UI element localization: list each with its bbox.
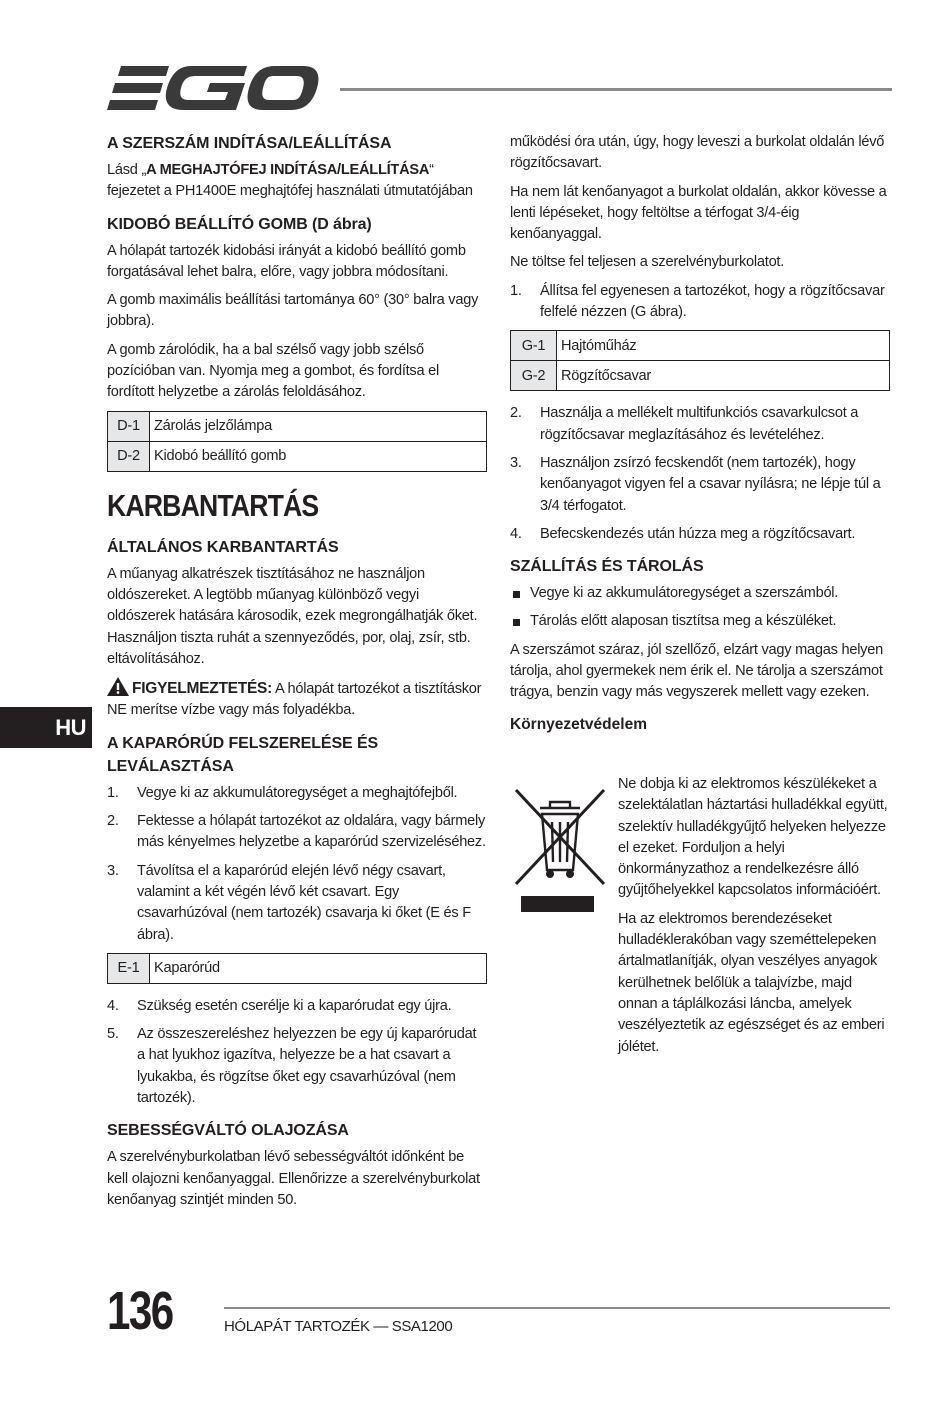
paragraph: Ha az elektromos berendezéseket hulladéklerakóban vagy szeméttelepeken ártalmatlanítják, olyan veszélyes anyagok kerülhetnek belőlük a talajvízbe, majd onnan a táplálkozási láncba, amelyek veszélyeztetik az egészséget és az emberi jólétet. xyxy=(618,910,885,1055)
table-code: D-2 xyxy=(108,441,150,471)
paragraph: Ne dobja ki az elektromos készülékeket a szelektálatlan háztartási hulladékkal együtt, szelektív hulladékgyűjtő helyeken helyezze el ezeket. Forduljon a helyi önkormányzathoz a rendelkezésre álló gyűjtőhelyekkel kapcsolatos információért. xyxy=(618,776,888,899)
section-heading-general-maintenance: ÁLTALÁNOS KARBANTARTÁS xyxy=(107,538,339,556)
left-column xyxy=(107,132,487,1218)
section-heading-transport-storage: SZÁLLÍTÁS ÉS TÁROLÁS xyxy=(510,558,704,576)
main-heading-maintenance: KARBANTARTÁS xyxy=(107,487,319,523)
warning-title: FIGYELMEZTETÉS: xyxy=(132,680,273,698)
numbered-list xyxy=(510,281,890,324)
table-code: G-1 xyxy=(511,331,557,361)
paragraph: A gomb zárolódik, ha a bal szélső vagy jobb szélső pozícióban van. Nyomja meg a gombot, és fordítsa el fordított helyzetbe a zárolás feloldásához. xyxy=(107,341,440,401)
table-row xyxy=(108,441,487,471)
reference-table-g xyxy=(510,330,890,391)
warning-paragraph xyxy=(107,677,487,722)
paragraph: Ha nem lát kenőanyagot a burkolat oldalán, akkor kövesse a lenti lépéseket, hogy feltöltse a térfogat 3/4-éig kenőanyaggal. xyxy=(510,183,887,243)
paragraph-start-stop: Lásd „A MEGHAJTÓFEJ INDÍTÁSA/LEÁLLÍTÁSA“ fejezetet a PH1400E meghajtófej használati útmutatójában xyxy=(107,162,473,200)
table-code: G-2 xyxy=(511,361,557,391)
bullet-icon xyxy=(513,591,520,598)
list-item: 2. Fektesse a hólapát tartozékot az oldalára, vagy bármely más kényelmes helyzetbe a kaparórúd szervizeléséhez. xyxy=(107,813,486,851)
table-label: Rögzítőcsavar xyxy=(557,361,890,391)
warning-text: A hólapát tartozékot a tisztításkor NE merítse vízbe vagy más folyadékba. xyxy=(107,681,482,719)
crossed-bin-icon xyxy=(510,784,610,916)
language-tab: HU xyxy=(0,707,92,748)
footer-rule xyxy=(224,1307,890,1309)
table-label: Kaparórúd xyxy=(150,953,487,983)
page-number: 136 xyxy=(107,1281,173,1341)
paragraph: A műanyag alkatrészek tisztításához ne használjon oldószereket. A legtöbb műanyag különböző vegyi oldószerek hatására károsodik, ezek megrongálhatják őket. Használjon tiszta ruhát a szennyeződés, por, olaj, zsír, stb. eltávolításához. xyxy=(107,565,478,667)
table-row xyxy=(108,411,487,441)
table-label: Zárolás jelzőlámpa xyxy=(150,411,487,441)
reference-table-e xyxy=(107,953,487,984)
list-item: 4. Befecskendezés után húzza meg a rögzítőcsavart. xyxy=(510,525,856,542)
paragraph: A szerelvényburkolatban lévő sebességváltót időnként be kell olajozni kenőanyaggal. Ellenőrizze a szerelvényburkolat kenőanyag szintjét minden 50. xyxy=(107,1149,480,1208)
paragraph: Ne töltse fel teljesen a szerelvényburkolatot. xyxy=(510,254,785,271)
paragraph: A hólapát tartozék kidobási irányát a kidobó beállító gomb forgatásával lehet balra, előre, vagy jobbra módosítani. xyxy=(107,242,466,280)
warning-triangle-icon xyxy=(107,677,129,696)
list-item: Vegye ki az akkumulátoregységet a szerszámból. xyxy=(510,583,890,604)
numbered-list xyxy=(107,996,487,1109)
list-item: 4. Szükség esetén cserélje ki a kaparórudat egy újra. xyxy=(107,997,452,1014)
reference-table-d xyxy=(107,411,487,472)
list-item: 3. Használjon zsírzó fecskendőt (nem tartozék), hogy kenőanyagot vigyen fel a csavar nyílásra; ne lépje túl a 3/4 térfogatot. xyxy=(510,454,881,514)
numbered-list xyxy=(107,783,487,946)
ego-logo xyxy=(107,64,319,112)
bullet-icon xyxy=(513,619,520,626)
right-column xyxy=(510,132,890,1055)
section-heading-gearbox-lubrication: SEBESSÉGVÁLTÓ OLAJOZÁSA xyxy=(107,1122,349,1140)
paragraph: A szerszámot száraz, jól szellőző, elzárt vagy magas helyen tárolja, ahol gyermekek nem érik el. Ne tárolja a szerszámot trágya, benzin vagy más vegyszerek mellett vagy ezeken. xyxy=(510,641,883,701)
paragraph: működési óra után, úgy, hogy leveszi a burkolat oldalán lévő rögzítőcsavart. xyxy=(510,134,885,172)
table-row xyxy=(108,953,487,983)
environment-text xyxy=(618,774,893,1065)
list-item: Tárolás előtt alaposan tisztítsa meg a készüléket. xyxy=(510,611,890,632)
table-label: Hajtóműház xyxy=(557,331,890,361)
table-row xyxy=(511,331,890,361)
section-heading-start-stop: A SZERSZÁM INDÍTÁSA/LEÁLLÍTÁSA xyxy=(107,135,392,152)
bullet-list xyxy=(510,583,890,633)
footer-title: HÓLAPÁT TARTOZÉK — SSA1200 xyxy=(224,1318,453,1335)
list-item: 5. Az összeszereléshez helyezzen be egy új kaparórudat a hat lyukhoz igazítva, helyezze be a hat csavart a lyukakba, és rögzítse őket egy csavarhúzóval (nem tartozék). xyxy=(107,1026,477,1107)
table-code: D-1 xyxy=(108,411,150,441)
paragraph: A gomb maximális beállítási tartománya 60° (30° balra vagy jobbra). xyxy=(107,292,479,330)
table-code: E-1 xyxy=(108,953,150,983)
table-row xyxy=(511,361,890,391)
list-item: 1. Állítsa fel egyenesen a tartozékot, hogy a rögzítőcsavar felfelé nézzen (G ábra). xyxy=(510,282,885,321)
list-item: 2. Használja a mellékelt multifunkciós csavarkulcsot a rögzítőcsavar meglazításához és levételéhez. xyxy=(510,405,859,443)
header-rule xyxy=(340,88,892,91)
section-heading-discharge-knob: KIDOBÓ BEÁLLÍTÓ GOMB (D ábra) xyxy=(107,215,372,233)
table-label: Kidobó beállító gomb xyxy=(150,441,487,471)
section-heading-scraper-bar: A KAPARÓRÚD FELSZERELÉSE ÉS LEVÁLASZTÁSA xyxy=(107,734,379,775)
section-heading-environment: Környezetvédelem xyxy=(510,715,647,733)
list-item: 1. Vegye ki az akkumulátoregységet a meghajtófejből. xyxy=(107,784,458,801)
list-item: 3. Távolítsa el a kaparórúd elején lévő négy csavart, valamint a két végén lévő két csavart. Egy csavarhúzóval (nem tartozék) csavarja ki őket (E és F ábra). xyxy=(107,862,471,943)
numbered-list xyxy=(510,403,890,545)
